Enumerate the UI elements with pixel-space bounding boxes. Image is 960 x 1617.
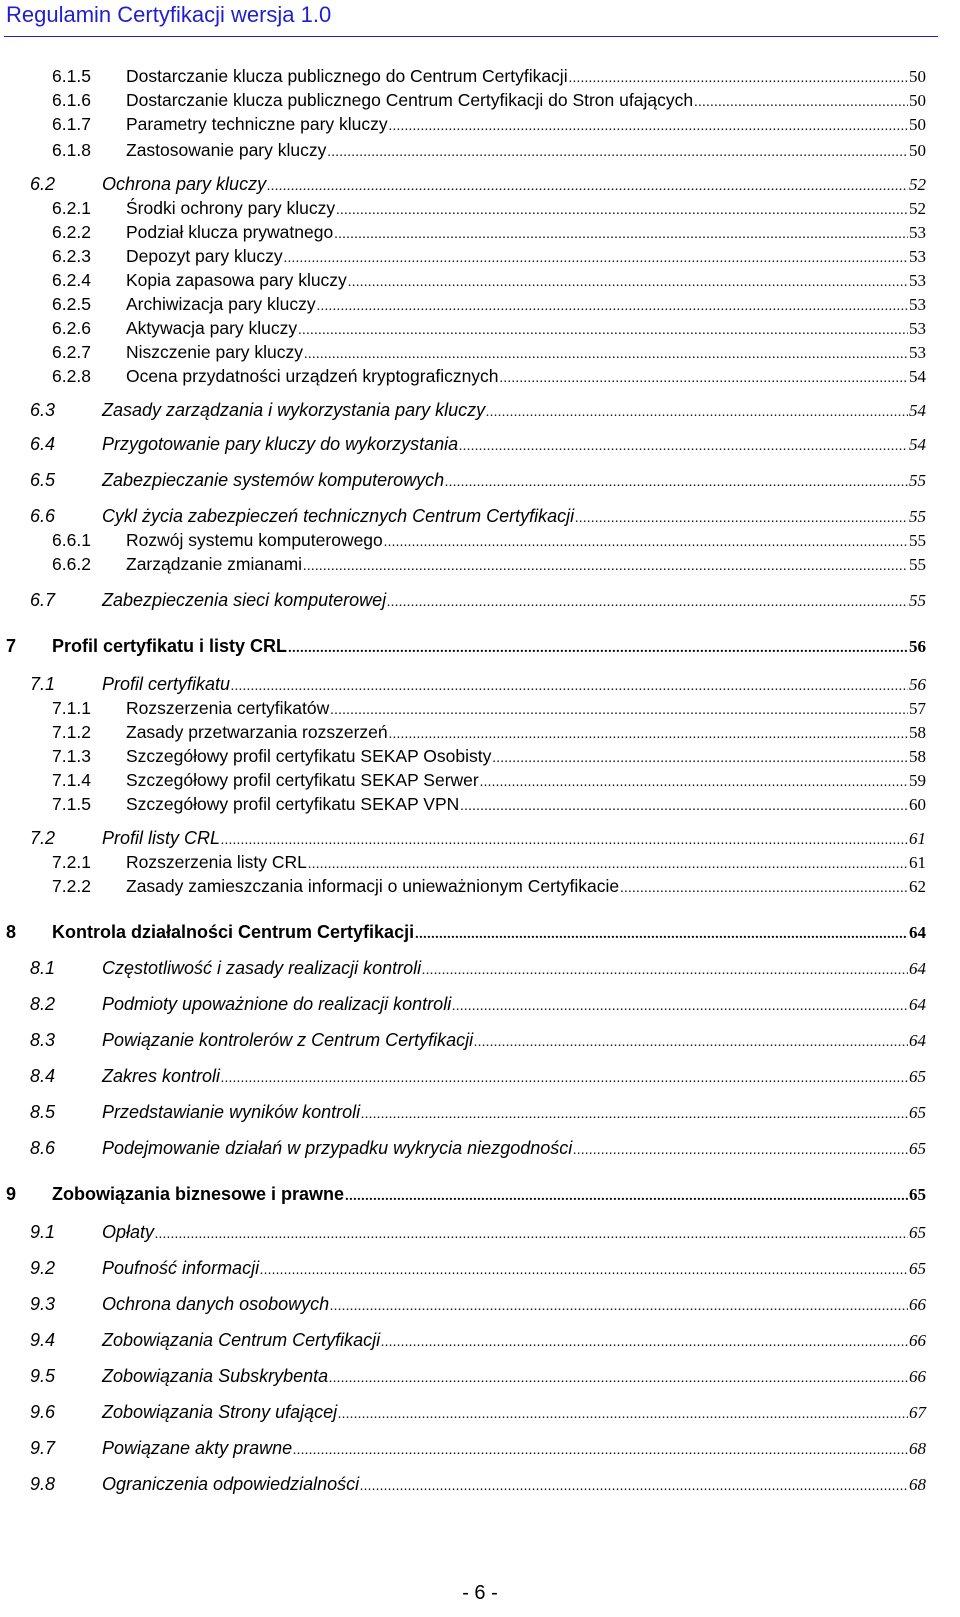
toc-entry-text-wrap: [126, 366, 926, 387]
toc-entry-text-wrap: [102, 1438, 926, 1459]
toc-entry[interactable]: [0, 722, 960, 744]
toc-entry-page: 65: [909, 1185, 926, 1204]
toc-entry-title: Zobowiązania Subskrybenta: [102, 1366, 329, 1386]
toc-dot-leader: [221, 833, 908, 849]
toc-dot-leader: [500, 371, 908, 387]
toc-dot-leader: [330, 703, 908, 719]
toc-entry-title: Profil certyfikatu: [102, 674, 231, 694]
toc-entry-page: 64: [909, 1031, 926, 1050]
toc-entry-number: 6.6: [30, 506, 56, 526]
toc-dot-leader: [304, 347, 908, 363]
toc-entry-text-wrap: [52, 922, 926, 943]
toc-entry-page: 66: [909, 1331, 926, 1350]
toc-entry-title: Kontrola działalności Centrum Certyfikacji: [52, 922, 415, 942]
toc-entry-number: 6.2.5: [52, 294, 91, 314]
toc-entry-text-wrap: [102, 994, 926, 1015]
toc-entry[interactable]: [0, 1474, 960, 1496]
toc-entry-page: 53: [909, 343, 926, 362]
toc-entry[interactable]: [0, 530, 960, 552]
toc-entry-text-wrap: [102, 470, 926, 491]
toc-entry[interactable]: [0, 1138, 960, 1160]
toc-dot-leader: [308, 857, 908, 873]
toc-entry[interactable]: [0, 1030, 960, 1052]
toc-entry-text-wrap: [102, 1066, 926, 1087]
toc-entry-page: 55: [909, 507, 926, 526]
toc-entry-number: 7: [6, 636, 17, 656]
toc-entry-number: 7.1.3: [52, 746, 91, 766]
toc-entry-number: 7.1.2: [52, 722, 91, 742]
toc-entry[interactable]: [0, 1294, 960, 1316]
toc-entry-number: 6.4: [30, 434, 56, 454]
toc-entry-number: 8.2: [30, 994, 56, 1014]
toc-entry-number: 6.1.5: [52, 66, 91, 86]
toc-entry[interactable]: [0, 876, 960, 898]
toc-entry-page: 64: [909, 959, 926, 978]
toc-entry-number: 9.4: [30, 1330, 56, 1350]
toc-entry-text-wrap: [102, 590, 926, 611]
toc-entry[interactable]: [0, 1402, 960, 1424]
toc-entry-page: 56: [909, 637, 926, 656]
toc-entry-title: Szczegółowy profil certyfikatu SEKAP VPN: [126, 794, 460, 814]
toc-entry-text-wrap: [126, 554, 926, 575]
toc-entry-title: Ochrona pary kluczy: [102, 174, 267, 194]
toc-dot-leader: [345, 1189, 908, 1205]
toc-entry-title: Szczegółowy profil certyfikatu SEKAP Osobisty: [126, 746, 492, 766]
toc-entry-page: 52: [909, 199, 926, 218]
toc-entry-number: 9.5: [30, 1366, 56, 1386]
toc-entry-number: 6.7: [30, 590, 56, 610]
toc-entry[interactable]: [0, 140, 960, 162]
toc-entry-page: 58: [909, 747, 926, 766]
toc-entry[interactable]: [0, 434, 960, 456]
toc-dot-leader: [415, 927, 908, 943]
toc-entry-page: 55: [909, 555, 926, 574]
toc-entry-page: 61: [909, 829, 926, 848]
toc-entry-title: Szczegółowy profil certyfikatu SEKAP Serwer: [126, 770, 479, 790]
toc-entry-text-wrap: [126, 342, 926, 363]
toc-entry-number: 7.1.4: [52, 770, 91, 790]
toc-entry-number: 8.3: [30, 1030, 56, 1050]
toc-dot-leader: [348, 275, 908, 291]
toc-entry-page: 50: [909, 141, 926, 160]
toc-entry-text-wrap: [102, 1366, 926, 1387]
toc-entry-text-wrap: [126, 794, 926, 815]
toc-entry-title: Ocena przydatności urządzeń kryptograficznych: [126, 366, 499, 386]
toc-entry-page: 68: [909, 1475, 926, 1494]
toc-entry-text-wrap: [102, 1030, 926, 1051]
toc-dot-leader: [267, 179, 908, 195]
toc-entry[interactable]: [0, 1066, 960, 1088]
toc-entry[interactable]: [0, 400, 960, 422]
toc-dot-leader: [486, 405, 908, 421]
toc-entry-title: Podejmowanie działań w przypadku wykrycia niezgodności: [102, 1138, 573, 1158]
toc-dot-leader: [338, 1407, 908, 1423]
toc-entry-title: Ograniczenia odpowiedzialności: [102, 1474, 360, 1494]
toc-entry-title: Rozwój systemu komputerowego: [126, 530, 383, 550]
toc-entry-page: 54: [909, 435, 926, 454]
toc-entry-page: 53: [909, 295, 926, 314]
toc-entry[interactable]: [0, 922, 960, 944]
toc-entry-text-wrap: [126, 698, 926, 719]
toc-entry-page: 65: [909, 1259, 926, 1278]
toc-entry-page: 64: [909, 995, 926, 1014]
toc-entry-number: 8.1: [30, 958, 56, 978]
toc-entry-page: 55: [909, 471, 926, 490]
toc-entry-page: 61: [909, 853, 926, 872]
toc-entry-number: 9.6: [30, 1402, 56, 1422]
toc-entry[interactable]: [0, 1222, 960, 1244]
toc-entry[interactable]: [0, 828, 960, 850]
toc-entry-number: 8.5: [30, 1102, 56, 1122]
toc-entry-page: 64: [909, 923, 926, 942]
toc-entry-number: 6.2.6: [52, 318, 91, 338]
toc-entry[interactable]: [0, 294, 960, 316]
toc-entry-number: 9: [6, 1184, 17, 1204]
toc-dot-leader: [327, 145, 908, 161]
toc-entry-page: 59: [909, 771, 926, 790]
toc-entry-title: Zobowiązania Centrum Certyfikacji: [102, 1330, 381, 1350]
toc-entry-title: Rozszerzenia certyfikatów: [126, 698, 330, 718]
toc-dot-leader: [474, 1035, 908, 1051]
toc-entry[interactable]: [0, 958, 960, 980]
toc-entry-number: 9.3: [30, 1294, 56, 1314]
toc-entry-text-wrap: [102, 506, 926, 527]
toc-entry[interactable]: [0, 746, 960, 768]
toc-entry-text-wrap: [102, 1330, 926, 1351]
toc-entry[interactable]: [0, 674, 960, 696]
toc-entry-text-wrap: [52, 636, 926, 657]
toc-entry-page: 68: [909, 1439, 926, 1458]
toc-dot-leader: [221, 1071, 908, 1087]
toc-entry-title: Aktywacja pary kluczy: [126, 318, 298, 338]
toc-entry-text-wrap: [126, 66, 926, 87]
toc-entry-text-wrap: [126, 114, 926, 135]
toc-entry-page: 57: [909, 699, 926, 718]
toc-entry[interactable]: [0, 590, 960, 612]
toc-entry-title: Podział klucza prywatnego: [126, 222, 334, 242]
toc-entry-page: 60: [909, 795, 926, 814]
toc-entry-text-wrap: [102, 1474, 926, 1495]
toc-entry-title: Cykl życia zabezpieczeń technicznych Centrum Certyfikacji: [102, 506, 575, 526]
toc-entry[interactable]: [0, 222, 960, 244]
toc-entry-page: 66: [909, 1367, 926, 1386]
toc-entry[interactable]: [0, 470, 960, 492]
toc-entry-text-wrap: [102, 1258, 926, 1279]
toc-dot-leader: [387, 595, 908, 611]
toc-entry-page: 65: [909, 1067, 926, 1086]
toc-entry-page: 50: [909, 115, 926, 134]
toc-entry-page: 65: [909, 1103, 926, 1122]
toc-entry-page: 53: [909, 247, 926, 266]
toc-entry-page: 50: [909, 91, 926, 110]
toc-entry[interactable]: [0, 90, 960, 112]
toc-entry-number: 9.7: [30, 1438, 56, 1458]
toc-dot-leader: [298, 323, 908, 339]
toc-entry-number: 6.2.7: [52, 342, 91, 362]
toc-entry-text-wrap: [102, 1294, 926, 1315]
toc-entry[interactable]: [0, 698, 960, 720]
toc-entry-text-wrap: [102, 174, 926, 195]
toc-entry-number: 7.2: [30, 828, 56, 848]
toc-entry-title: Parametry techniczne pary kluczy: [126, 114, 388, 134]
toc-entry[interactable]: [0, 366, 960, 388]
toc-entry[interactable]: [0, 174, 960, 196]
toc-entry-page: 65: [909, 1139, 926, 1158]
toc-entry-text-wrap: [126, 270, 926, 291]
toc-entry[interactable]: [0, 794, 960, 816]
toc-entry-number: 9.8: [30, 1474, 56, 1494]
page-header-title: Regulamin Certyfikacji wersja 1.0: [6, 2, 332, 27]
toc-dot-leader: [231, 679, 908, 695]
toc-dot-leader: [330, 1299, 908, 1315]
toc-dot-leader: [293, 1443, 908, 1459]
toc-entry[interactable]: [0, 770, 960, 792]
toc-dot-leader: [389, 727, 908, 743]
toc-entry-title: Zasady zarządzania i wykorzystania pary kluczy: [102, 400, 486, 420]
toc-entry[interactable]: [0, 66, 960, 88]
toc-entry-title: Częstotliwość i zasady realizacji kontroli: [102, 958, 422, 978]
toc-entry[interactable]: [0, 994, 960, 1016]
toc-entry-page: 53: [909, 271, 926, 290]
toc-entry-number: 9.1: [30, 1222, 56, 1242]
toc-entry-number: 9.2: [30, 1258, 56, 1278]
toc-entry[interactable]: [0, 114, 960, 136]
toc-entry-number: 6.1.8: [52, 140, 91, 160]
toc-entry-number: 7.2.2: [52, 876, 91, 896]
toc-entry-page: 54: [909, 401, 926, 420]
toc-entry-text-wrap: [126, 140, 926, 161]
toc-dot-leader: [575, 511, 908, 527]
toc-dot-leader: [303, 559, 908, 575]
toc-entry-title: Podmioty upoważnione do realizacji kontroli: [102, 994, 452, 1014]
toc-entry-title: Przygotowanie pary kluczy do wykorzystania: [102, 434, 459, 454]
toc-dot-leader: [381, 1335, 908, 1351]
toc-entry-title: Niszczenie pary kluczy: [126, 342, 303, 362]
toc-entry-text-wrap: [102, 674, 926, 695]
toc-entry-page: 55: [909, 531, 926, 550]
toc-entry-page: 67: [909, 1403, 926, 1422]
toc-entry-title: Opłaty: [102, 1222, 155, 1242]
toc-entry-number: 7.2.1: [52, 852, 91, 872]
toc-entry-title: Powiązanie kontrolerów z Centrum Certyfikacji: [102, 1030, 474, 1050]
toc-dot-leader: [334, 227, 908, 243]
toc-entry[interactable]: [0, 852, 960, 874]
toc-entry-page: 55: [909, 591, 926, 610]
toc-entry-page: 56: [909, 675, 926, 694]
toc-entry[interactable]: [0, 246, 960, 268]
toc-entry-page: 62: [909, 877, 926, 896]
toc-entry-text-wrap: [52, 1184, 926, 1205]
toc-entry-number: 7.1: [30, 674, 56, 694]
toc-dot-leader: [573, 1143, 908, 1159]
toc-entry-page: 66: [909, 1295, 926, 1314]
toc-dot-leader: [460, 799, 908, 815]
toc-entry-number: 6.2.1: [52, 198, 91, 218]
toc-entry-title: Zakres kontroli: [102, 1066, 221, 1086]
toc-entry-title: Kopia zapasowa pary kluczy: [126, 270, 347, 290]
toc-dot-leader: [155, 1227, 908, 1243]
toc-entry-title: Zarządzanie zmianami: [126, 554, 303, 574]
toc-entry-title: Zasady przetwarzania rozszerzeń: [126, 722, 388, 742]
toc-entry-title: Przedstawianie wyników kontroli: [102, 1102, 361, 1122]
toc-entry-number: 6.2.2: [52, 222, 91, 242]
toc-entry-title: Dostarczanie klucza publicznego Centrum Certyfikacji do Stron ufających: [126, 90, 694, 110]
toc-entry[interactable]: [0, 1366, 960, 1388]
toc-entry-title: Zabezpieczanie systemów komputerowych: [102, 470, 445, 490]
toc-entry-title: Dostarczanie klucza publicznego do Centrum Certyfikacji: [126, 66, 568, 86]
toc-entry-number: 8.6: [30, 1138, 56, 1158]
toc-entry-title: Rozszerzenia listy CRL: [126, 852, 307, 872]
toc-entry[interactable]: [0, 198, 960, 220]
toc-entry-text-wrap: [126, 770, 926, 791]
toc-entry-text-wrap: [102, 434, 926, 455]
toc-entry-number: 7.1.1: [52, 698, 91, 718]
toc-dot-leader: [384, 535, 908, 551]
toc-entry-page: 54: [909, 367, 926, 386]
toc-dot-leader: [422, 963, 908, 979]
toc-dot-leader: [389, 119, 908, 135]
toc-entry-number: 6.2.4: [52, 270, 91, 290]
toc-dot-leader: [329, 1371, 908, 1387]
toc-entry-number: 6.3: [30, 400, 56, 420]
toc-dot-leader: [445, 475, 908, 491]
toc-dot-leader: [480, 775, 908, 791]
toc-entry[interactable]: [0, 1330, 960, 1352]
toc-entry-text-wrap: [102, 1102, 926, 1123]
toc-entry-text-wrap: [126, 246, 926, 267]
toc-entry-text-wrap: [126, 876, 926, 897]
toc-entry-text-wrap: [126, 198, 926, 219]
page-number: - 6 -: [462, 1582, 498, 1604]
toc-entry-text-wrap: [126, 90, 926, 111]
toc-entry-page: 52: [909, 175, 926, 194]
toc-entry-text-wrap: [126, 746, 926, 767]
toc-entry[interactable]: [0, 1184, 960, 1206]
toc-entry-page: 53: [909, 319, 926, 338]
toc-entry[interactable]: [0, 1438, 960, 1460]
toc-entry-title: Zobowiązania Strony ufającej: [102, 1402, 338, 1422]
toc-entry-text-wrap: [102, 828, 926, 849]
toc-dot-leader: [569, 71, 908, 87]
toc-entry-title: Profil certyfikatu i listy CRL: [52, 636, 288, 656]
toc-entry-number: 6.1.7: [52, 114, 91, 134]
toc-dot-leader: [317, 299, 908, 315]
toc-dot-leader: [459, 439, 908, 455]
toc-dot-leader: [336, 203, 908, 219]
toc-entry-text-wrap: [102, 958, 926, 979]
toc-entry-number: 6.6.1: [52, 530, 91, 550]
toc-entry-title: Zasady zamieszczania informacji o unieważnionym Certyfikacie: [126, 876, 620, 896]
toc-entry-number: 6.2: [30, 174, 56, 194]
toc-entry-page: 58: [909, 723, 926, 742]
toc-entry-title: Depozyt pary kluczy: [126, 246, 283, 266]
toc-entry-text-wrap: [126, 294, 926, 315]
toc-entry-text-wrap: [102, 1222, 926, 1243]
toc-entry-text-wrap: [126, 852, 926, 873]
toc-entry-number: 6.2.8: [52, 366, 91, 386]
toc-entry-text-wrap: [126, 318, 926, 339]
toc-dot-leader: [452, 999, 908, 1015]
toc-entry[interactable]: [0, 506, 960, 528]
toc-entry-number: 6.1.6: [52, 90, 91, 110]
toc-entry[interactable]: [0, 554, 960, 576]
toc-entry[interactable]: [0, 342, 960, 364]
toc-entry-number: 6.6.2: [52, 554, 91, 574]
toc-entry-number: 6.2.3: [52, 246, 91, 266]
toc-entry[interactable]: [0, 1102, 960, 1124]
toc-entry-title: Ochrona danych osobowych: [102, 1294, 330, 1314]
toc-entry-text-wrap: [102, 1402, 926, 1423]
toc-dot-leader: [260, 1263, 908, 1279]
toc-entry-title: Archiwizacja pary kluczy: [126, 294, 316, 314]
toc-entry-text-wrap: [126, 722, 926, 743]
toc-entry-number: 8: [6, 922, 17, 942]
toc-dot-leader: [288, 641, 908, 657]
toc-entry-text-wrap: [126, 222, 926, 243]
toc-entry[interactable]: [0, 318, 960, 340]
toc-entry-page: 53: [909, 223, 926, 242]
toc-entry-text-wrap: [126, 530, 926, 551]
toc-entry[interactable]: [0, 1258, 960, 1280]
toc-dot-leader: [284, 251, 908, 267]
toc-dot-leader: [360, 1479, 908, 1495]
toc-dot-leader: [361, 1107, 908, 1123]
toc-entry-text-wrap: [102, 1138, 926, 1159]
toc-entry-text-wrap: [102, 400, 926, 421]
toc-entry-title: Powiązane akty prawne: [102, 1438, 293, 1458]
toc-entry-page: 65: [909, 1223, 926, 1242]
toc-entry-title: Zabezpieczenia sieci komputerowej: [102, 590, 387, 610]
toc-entry-title: Środki ochrony pary kluczy: [126, 198, 336, 218]
toc-entry-number: 6.5: [30, 470, 56, 490]
toc-dot-leader: [492, 751, 908, 767]
toc-dot-leader: [620, 881, 908, 897]
toc-entry-number: 8.4: [30, 1066, 56, 1086]
toc-entry-title: Profil listy CRL: [102, 828, 221, 848]
toc-entry-title: Zastosowanie pary kluczy: [126, 140, 327, 160]
toc-entry-page: 50: [909, 67, 926, 86]
toc-entry[interactable]: [0, 270, 960, 292]
toc-entry-title: Zobowiązania biznesowe i prawne: [52, 1184, 345, 1204]
toc-entry-number: 7.1.5: [52, 794, 91, 814]
toc-dot-leader: [694, 95, 908, 111]
toc-entry[interactable]: [0, 636, 960, 658]
toc-entry-title: Poufność informacji: [102, 1258, 260, 1278]
